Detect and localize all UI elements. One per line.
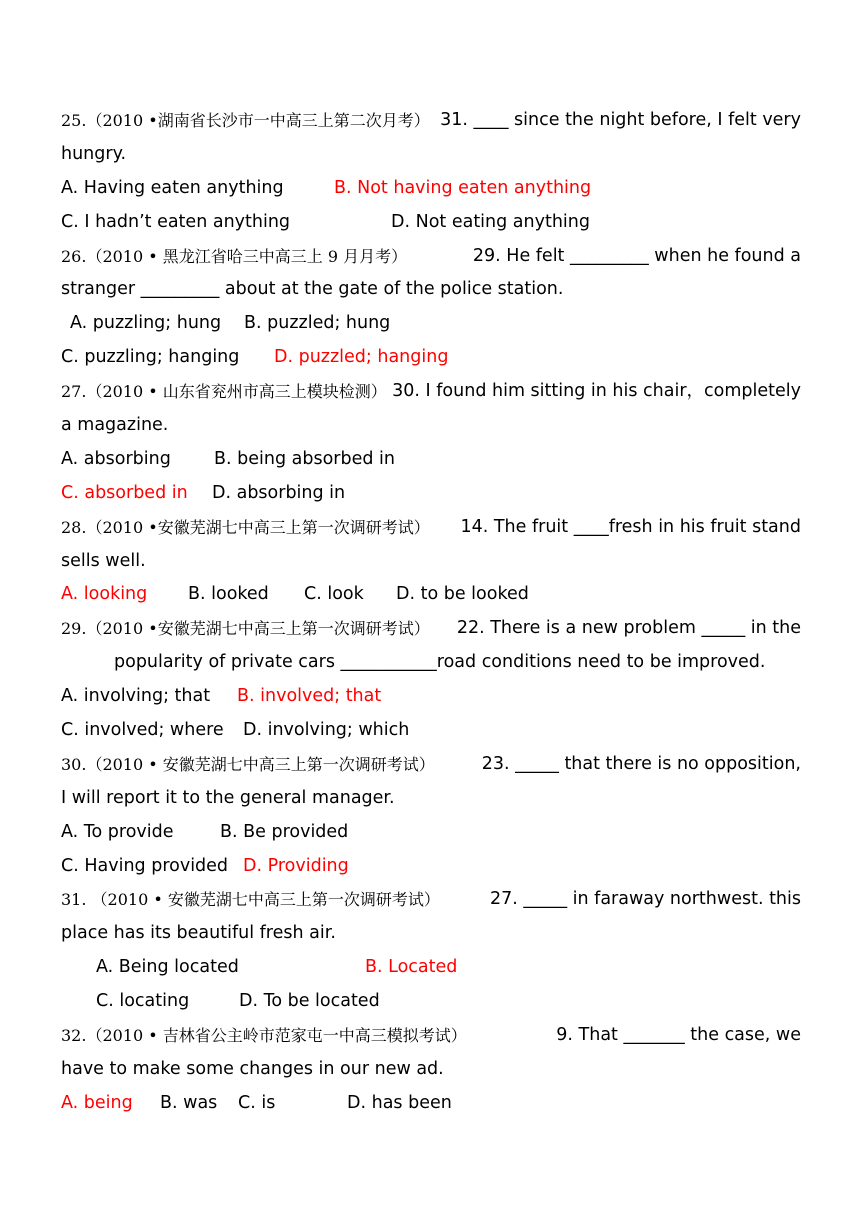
option-a: A. To provide bbox=[61, 821, 174, 842]
question-27-text-cont: a magazine. bbox=[61, 415, 169, 436]
option-d-answer: D. puzzled; hanging bbox=[274, 347, 449, 368]
option-c: C. is bbox=[238, 1092, 276, 1113]
question-29-line-2 bbox=[61, 646, 801, 680]
question-28-line-1 bbox=[61, 511, 801, 545]
question-26-source: 26.（2010 • 黑龙江省哈三中高三上 9 月月考） bbox=[61, 246, 408, 266]
question-26-text: 29. He felt _________ when he found a bbox=[472, 245, 801, 266]
question-27-options-2 bbox=[61, 477, 801, 511]
question-31-options-2 bbox=[61, 985, 801, 1019]
option-c: C. involved; where bbox=[61, 720, 224, 741]
option-c-answer: C. absorbed in bbox=[61, 482, 188, 503]
question-27-line-1 bbox=[61, 375, 801, 409]
option-d: D. involving; which bbox=[243, 720, 410, 741]
option-b: B. looked bbox=[188, 584, 269, 605]
question-31-options-1 bbox=[61, 951, 801, 985]
option-a-answer: A. looking bbox=[61, 584, 148, 605]
question-30-line-1 bbox=[61, 748, 801, 782]
option-d: D. absorbing in bbox=[212, 482, 346, 503]
question-29-options-1 bbox=[61, 680, 801, 714]
question-32-source: 32.（2010 • 吉林省公主岭市范家屯一中高三模拟考试） bbox=[61, 1026, 467, 1046]
option-d: D. Not eating anything bbox=[391, 211, 590, 232]
question-32-text-cont: have to make some changes in our new ad. bbox=[61, 1058, 444, 1079]
option-a: A. puzzling; hung bbox=[70, 313, 222, 334]
option-a: A. absorbing bbox=[61, 448, 171, 469]
question-30-options-1 bbox=[61, 816, 801, 850]
question-28-line-2 bbox=[61, 545, 801, 579]
question-26-options-1 bbox=[61, 307, 801, 341]
question-32-options bbox=[61, 1087, 801, 1121]
question-29-line-1 bbox=[61, 612, 801, 646]
option-d: D. To be located bbox=[239, 991, 380, 1012]
question-30-text-cont: I will report it to the general manager. bbox=[61, 787, 395, 808]
option-b: B. was bbox=[160, 1092, 218, 1113]
question-28-text: 14. The fruit ____fresh in his fruit stand bbox=[460, 516, 801, 537]
option-c: C. puzzling; hanging bbox=[61, 347, 240, 368]
option-a: A. Having eaten anything bbox=[61, 177, 284, 198]
question-31-line-1 bbox=[61, 883, 801, 917]
question-31-text: 27. _____ in faraway northwest. this bbox=[489, 889, 801, 910]
option-b: B. being absorbed in bbox=[214, 448, 395, 469]
question-26-line-2 bbox=[61, 273, 801, 307]
question-32-text: 9. That _______ the case, we bbox=[556, 1025, 801, 1046]
question-29-options-2 bbox=[61, 714, 801, 748]
question-26-text-cont: stranger _________ about at the gate of the police station. bbox=[61, 279, 564, 300]
option-a: A. Being located bbox=[96, 957, 239, 978]
question-30-line-2 bbox=[61, 782, 801, 816]
question-27-line-2 bbox=[61, 409, 801, 443]
option-d: D. to be looked bbox=[396, 584, 529, 605]
option-c: C. look bbox=[304, 584, 364, 605]
option-d-answer: D. Providing bbox=[243, 855, 349, 876]
question-25-options-2 bbox=[61, 206, 801, 240]
question-29-text-cont: popularity of private cars ___________road conditions need to be improved. bbox=[114, 652, 766, 673]
exercise-page bbox=[61, 104, 801, 1121]
question-30-source: 30.（2010 • 安徽芜湖七中高三上第一次调研考试） bbox=[61, 754, 435, 774]
question-26-options-2 bbox=[61, 341, 801, 375]
question-30-text: 23. _____ that there is no opposition, bbox=[481, 753, 801, 774]
question-25-line-1 bbox=[61, 104, 801, 138]
question-27-text: 30. I found him sitting in his chair，completely bbox=[392, 381, 801, 402]
option-d: D. has been bbox=[347, 1092, 452, 1113]
question-28-source: 28.（2010 •安徽芜湖七中高三上第一次调研考试） bbox=[61, 517, 430, 537]
question-29-text: 22. There is a new problem _____ in the bbox=[456, 618, 801, 639]
question-27-options-1 bbox=[61, 443, 801, 477]
option-a-answer: A. being bbox=[61, 1092, 133, 1113]
question-32-line-2 bbox=[61, 1053, 801, 1087]
question-29-source: 29.（2010 •安徽芜湖七中高三上第一次调研考试） bbox=[61, 619, 430, 639]
option-c: C. I hadn’t eaten anything bbox=[61, 211, 291, 232]
option-b-answer: B. Not having eaten anything bbox=[334, 177, 592, 198]
question-31-text-cont: place has its beautiful fresh air. bbox=[61, 923, 336, 944]
question-25-line-2 bbox=[61, 138, 801, 172]
option-c: C. Having provided bbox=[61, 855, 229, 876]
question-32-line-1 bbox=[61, 1019, 801, 1053]
question-25-options-1 bbox=[61, 172, 801, 206]
question-25-text: 31. ____ since the night before, I felt very bbox=[440, 110, 801, 130]
question-30-options-2 bbox=[61, 850, 801, 884]
question-28-text-cont: sells well. bbox=[61, 550, 146, 571]
question-31-source: 31. （2010 • 安徽芜湖七中高三上第一次调研考试） bbox=[61, 890, 440, 910]
question-25-text-cont: hungry. bbox=[61, 143, 127, 164]
option-b-answer: B. involved; that bbox=[237, 686, 382, 707]
option-c: C. locating bbox=[96, 991, 190, 1012]
question-31-line-2 bbox=[61, 917, 801, 951]
question-28-options bbox=[61, 578, 801, 612]
option-a: A. involving; that bbox=[61, 686, 211, 707]
option-b: B. Be provided bbox=[220, 821, 349, 842]
question-25-source: 25.（2010 •湖南省长沙市一中高三上第二次月考） bbox=[61, 111, 430, 130]
question-27-source: 27.（2010 • 山东省兖州市高三上模块检测） bbox=[61, 382, 387, 402]
option-b: B. puzzled; hung bbox=[244, 313, 391, 334]
question-26-line-1 bbox=[61, 240, 801, 274]
option-b-answer: B. Located bbox=[365, 957, 458, 978]
